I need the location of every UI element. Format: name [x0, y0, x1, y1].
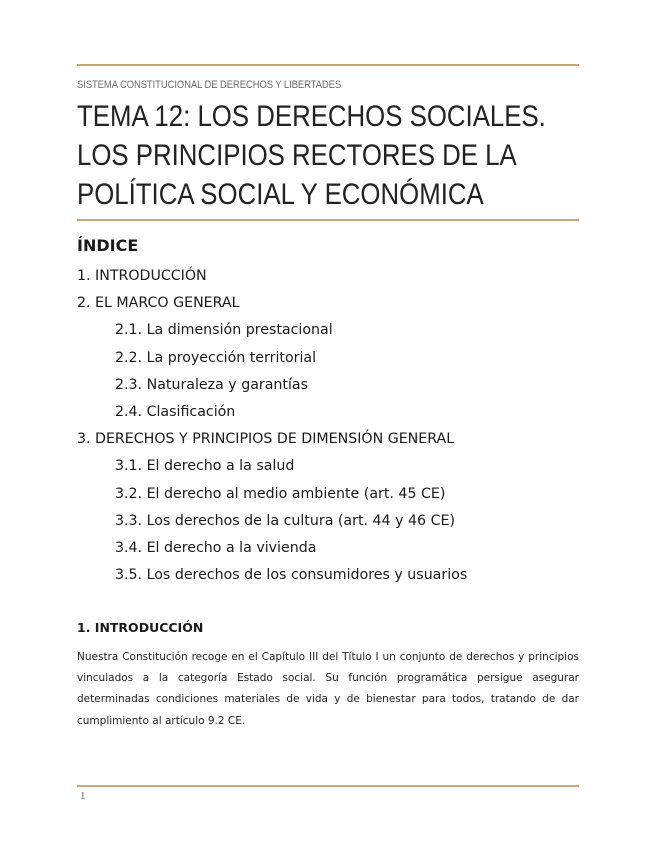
title-bottom-rule: [77, 219, 579, 221]
document-header-label: SISTEMA CONSTITUCIONAL DE DERECHOS Y LIBERTADES: [77, 79, 342, 91]
index-heading: ÍNDICE: [77, 236, 139, 255]
footer-rule: [77, 785, 579, 787]
toc-item-3-4: 3.4. El derecho a la vivienda: [115, 539, 317, 556]
toc-item-2-2: 2.2. La proyección territorial: [115, 349, 317, 366]
header-top-rule: [77, 64, 579, 66]
toc-item-2: 2. EL MARCO GENERAL: [77, 295, 240, 312]
toc-item-1: 1. INTRODUCCIÓN: [77, 268, 207, 284]
page-number: 1: [80, 790, 86, 802]
page-title: TEMA 12: LOS DERECHOS SOCIALES. LOS PRINCIPIOS RECTORES DE LA POLÍTICA SOCIAL Y ECONÓMICA: [77, 100, 546, 211]
toc-item-3-5: 3.5. Los derechos de los consumidores y usuarios: [115, 567, 468, 584]
table-of-contents: [77, 265, 597, 591]
toc-item-2-4: 2.4. Clasificación: [115, 403, 236, 420]
section-heading: 1. INTRODUCCIÓN: [77, 620, 204, 635]
toc-item-3: 3. DERECHOS Y PRINCIPIOS DE DIMENSIÓN GENERAL: [77, 431, 455, 448]
toc-item-3-3: 3.3. Los derechos de la cultura (art. 44 y 46 CE): [115, 512, 455, 529]
toc-item-3-1: 3.1. El derecho a la salud: [115, 458, 295, 475]
intro-paragraph: Nuestra Constitución recoge en el Capítulo III del Título I un conjunto de derechos y principios vinculados a la categoría Estado social. Su función programática persigue asegurar determinadas condiciones materiales de vida y de bienestar para todos, tratando de dar cumplimiento al artículo 9.2 CE.: [77, 651, 579, 727]
toc-item-2-1: 2.1. La dimensión prestacional: [115, 322, 333, 339]
toc-item-2-3: 2.3. Naturaleza y garantías: [115, 376, 309, 393]
toc-item-3-2: 3.2. El derecho al medio ambiente (art. 45 CE): [115, 485, 446, 502]
